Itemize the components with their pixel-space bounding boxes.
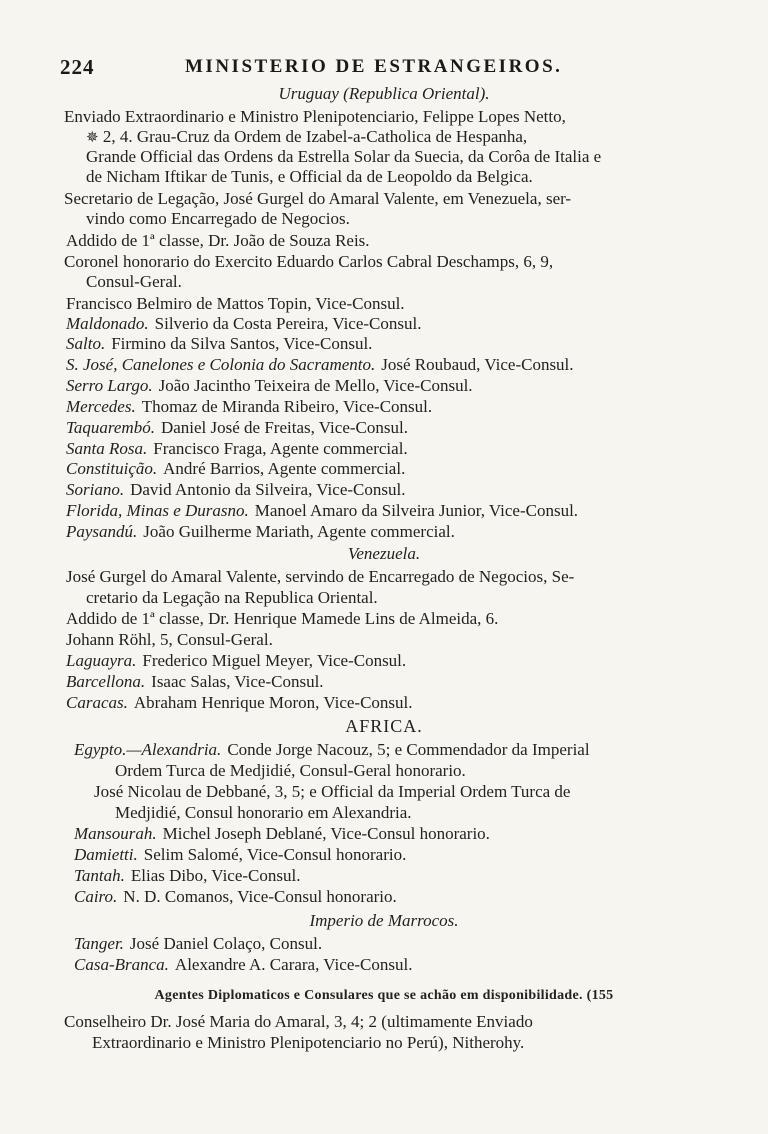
consul-text: Isaac Salas, Vice-Consul. (151, 672, 324, 691)
place-name: Tanger. (74, 934, 124, 953)
place-name: Constituição. (66, 459, 158, 478)
section-heading-marrocos: Imperio de Marrocos. (309, 911, 459, 930)
consulate-line (66, 355, 574, 375)
text-line: Extraordinario e Ministro Plenipotenciario no Perú), Nitherohy. (92, 1033, 525, 1052)
section-heading-uruguay: Uruguay (Republica Oriental). (278, 84, 490, 103)
consul-text: Manoel Amaro da Silveira Junior, Vice-Consul. (254, 501, 579, 520)
text-fragment: 2, 4. Grau-Cruz da Ordem de Izabel-a-Catholica de Hespanha, (102, 127, 528, 146)
place-name: Salto. (66, 334, 106, 353)
place-name: Paysandú. (66, 522, 138, 541)
consul-text: João Guilherme Mariath, Agente commercial. (143, 522, 455, 541)
place-name: Serro Largo. (66, 376, 153, 395)
consul-text: Thomaz de Miranda Ribeiro, Vice-Consul. (141, 397, 433, 416)
consulate-line (66, 672, 324, 692)
place-name: Tantah. (74, 866, 125, 885)
consulate-line (66, 439, 408, 459)
text-line: José Nicolau de Debbané, 3, 5; e Official da Imperial Ordem Turca de (94, 782, 571, 801)
place-name: Laguayra. (66, 651, 137, 670)
consul-text: Firmino da Silva Santos, Vice-Consul. (111, 334, 373, 353)
consulate-line (66, 376, 473, 396)
text-line: Secretario de Legação, José Gurgel do Amaral Valente, em Venezuela, ser- (64, 189, 572, 208)
page-number: 224 (60, 55, 95, 79)
consul-text: Michel Joseph Deblané, Vice-Consul honorario. (162, 824, 490, 843)
text-line: Coronel honorario do Exercito Eduardo Carlos Cabral Deschamps, 6, 9, (64, 252, 554, 271)
text-line: Grande Official das Ordens da Estrella Solar da Suecia, da Corôa de Italia e (86, 147, 602, 166)
section-heading-disponibilidade: Agentes Diplomaticos e Consulares que se achão em disponibilidade. (155 (154, 988, 614, 1003)
place-name: Taquarembó. (66, 418, 155, 437)
text-line (86, 127, 527, 147)
consulate-line (66, 314, 421, 334)
consul-text: José Roubaud, Vice-Consul. (381, 355, 574, 374)
consul-text: José Daniel Colaço, Consul. (129, 934, 323, 953)
consulate-line (66, 501, 578, 521)
text-line: cretario da Legação na Republica Oriental. (86, 588, 378, 607)
consulate-line (66, 459, 405, 479)
consulate-line (66, 693, 413, 713)
consulate-line (66, 651, 406, 671)
page-header (60, 55, 710, 81)
consul-text: Alexandre A. Carara, Vice-Consul. (174, 955, 413, 974)
place-name: Soriano. (66, 480, 125, 499)
place-name: S. José, Canelones e Colonia do Sacramento. (66, 355, 376, 374)
consulate-line (74, 887, 397, 907)
consulate-line (66, 522, 455, 542)
place-name: Caracas. (66, 693, 128, 712)
consul-text: João Jacintho Teixeira de Mello, Vice-Consul. (158, 376, 473, 395)
text-line: de Nicham Iftikar de Tunis, e Official da de Leopoldo da Belgica. (86, 167, 533, 186)
section-heading-africa: AFRICA. (345, 716, 423, 736)
consul-text: Frederico Miguel Meyer, Vice-Consul. (142, 651, 407, 670)
consulate-line (66, 334, 372, 354)
text-line: Ordem Turca de Medjidié, Consul-Geral honorario. (115, 761, 466, 780)
text-line: Addido de 1ª classe, Dr. João de Souza Reis. (66, 231, 370, 250)
consulate-line (74, 824, 490, 844)
section-heading-venezuela: Venezuela. (347, 544, 421, 563)
place-name: Casa-Branca. (74, 955, 169, 974)
text-line: vindo como Encarregado de Negocios. (86, 209, 350, 228)
consulate-line (66, 397, 432, 417)
place-name: Maldonado. (66, 314, 149, 333)
consul-text: Elias Dibo, Vice-Consul. (130, 866, 301, 885)
text-line: Addido de 1ª classe, Dr. Henrique Mamede Lins de Almeida, 6. (66, 609, 499, 628)
text-line: Consul-Geral. (86, 272, 182, 291)
consul-text: N. D. Comanos, Vice-Consul honorario. (123, 887, 397, 906)
text-line: Francisco Belmiro de Mattos Topin, Vice-Consul. (66, 294, 405, 313)
place-name: Florida, Minas e Durasno. (66, 501, 249, 520)
text-line: Conselheiro Dr. José Maria do Amaral, 3, 4; 2 (ultimamente Enviado (64, 1012, 533, 1031)
consulate-line (66, 480, 405, 500)
place-name: Barcellona. (66, 672, 146, 691)
order-star-icon: ✵ (86, 128, 99, 146)
consul-text: David Antonio da Silveira, Vice-Consul. (130, 480, 406, 499)
running-title: MINISTERIO DE ESTRANGEIROS. (185, 56, 563, 77)
place-name: Egypto.—Alexandria. (74, 740, 222, 759)
consul-text: Selim Salomé, Vice-Consul honorario. (143, 845, 407, 864)
text-fragment: Conde Jorge Nacouz, 5; e Commendador da Imperial (227, 740, 590, 759)
text-line: José Gurgel do Amaral Valente, servindo de Encarregado de Negocios, Se- (66, 567, 575, 586)
consulate-line (74, 866, 300, 886)
text-line: Medjidié, Consul honorario em Alexandria. (115, 803, 412, 822)
consul-text: André Barrios, Agente commercial. (163, 459, 406, 478)
text-line (74, 740, 590, 760)
place-name: Mercedes. (66, 397, 136, 416)
consul-text: Abraham Henrique Moron, Vice-Consul. (133, 693, 413, 712)
place-name: Cairo. (74, 887, 118, 906)
text-line: Enviado Extraordinario e Ministro Plenipotenciario, Felippe Lopes Netto, (64, 107, 566, 126)
consul-text: Francisco Fraga, Agente commercial. (153, 439, 408, 458)
consulate-line (74, 955, 412, 975)
consul-text: Daniel José de Freitas, Vice-Consul. (160, 418, 408, 437)
place-name: Damietti. (74, 845, 138, 864)
consulate-line (74, 845, 406, 865)
text-line: Johann Röhl, 5, Consul-Geral. (66, 630, 273, 649)
place-name: Santa Rosa. (66, 439, 148, 458)
consulate-line (66, 418, 408, 438)
consul-text: Silverio da Costa Pereira, Vice-Consul. (154, 314, 422, 333)
place-name: Mansourah. (74, 824, 157, 843)
consulate-line (74, 934, 322, 954)
